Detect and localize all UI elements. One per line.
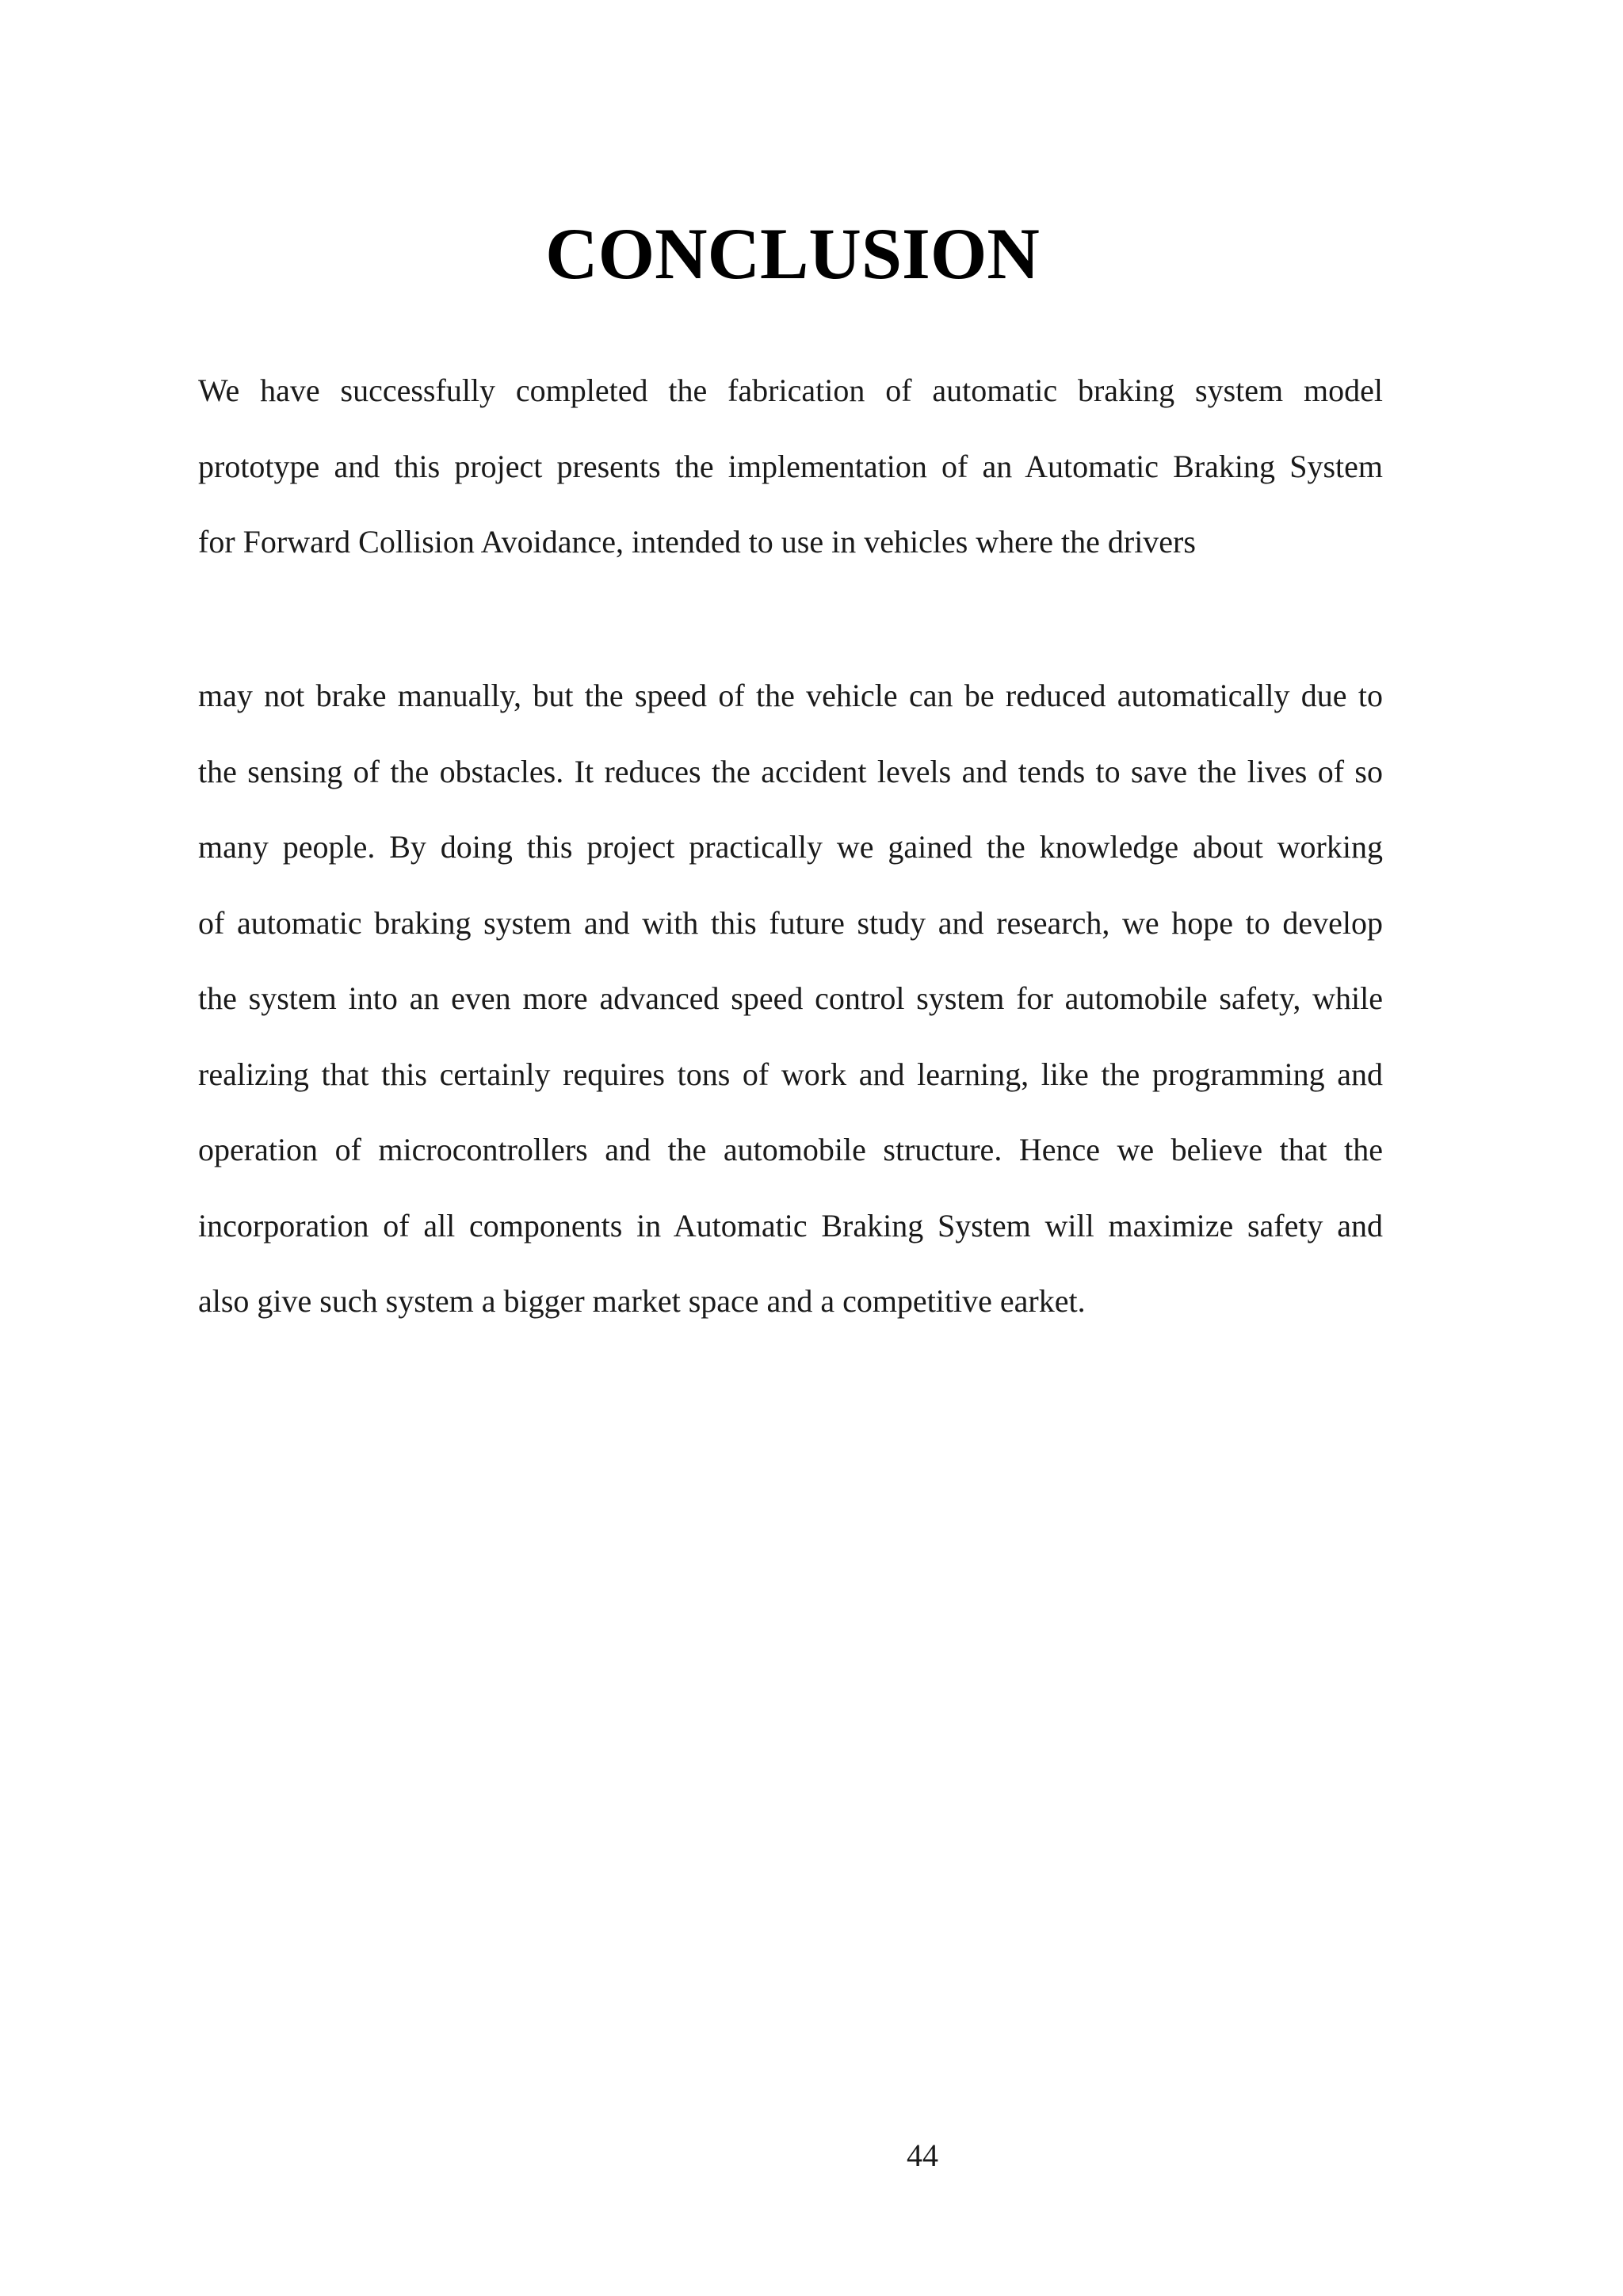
- paragraph-line: of automatic braking system and with this future study and research, we hope to develop: [198, 904, 1383, 941]
- paragraph-line: the sensing of the obstacles. It reduces the accident levels and tends to save the lives of so: [198, 753, 1383, 789]
- paragraph-line: also give such system a bigger market space and a competitive earket.: [198, 1283, 1086, 1319]
- paragraph-line: the system into an even more advanced speed control system for automobile safety, while: [198, 980, 1383, 1016]
- paragraph-line: prototype and this project presents the implementation of an Automatic Braking System: [198, 448, 1383, 484]
- paragraph-line: operation of microcontrollers and the automobile structure. Hence we believe that the: [198, 1132, 1383, 1167]
- page-number: 44: [907, 2137, 938, 2173]
- paragraph-line: realizing that this certainly requires tons of work and learning, like the programming and: [198, 1056, 1383, 1092]
- paragraph-line: for Forward Collision Avoidance, intended to use in vehicles where the drivers: [198, 524, 1196, 560]
- page-title: CONCLUSION: [545, 213, 1040, 294]
- paragraph-line: incorporation of all components in Automatic Braking System will maximize safety and: [198, 1207, 1383, 1244]
- paragraph-2: [198, 658, 1383, 1339]
- paragraph-1: [198, 353, 1383, 580]
- paragraph-line: We have successfully completed the fabrication of automatic braking system model: [198, 372, 1383, 408]
- paragraph-line: may not brake manually, but the speed of the vehicle can be reduced automatically due to: [198, 678, 1383, 713]
- paragraph-line: many people. By doing this project practically we gained the knowledge about working: [198, 829, 1383, 865]
